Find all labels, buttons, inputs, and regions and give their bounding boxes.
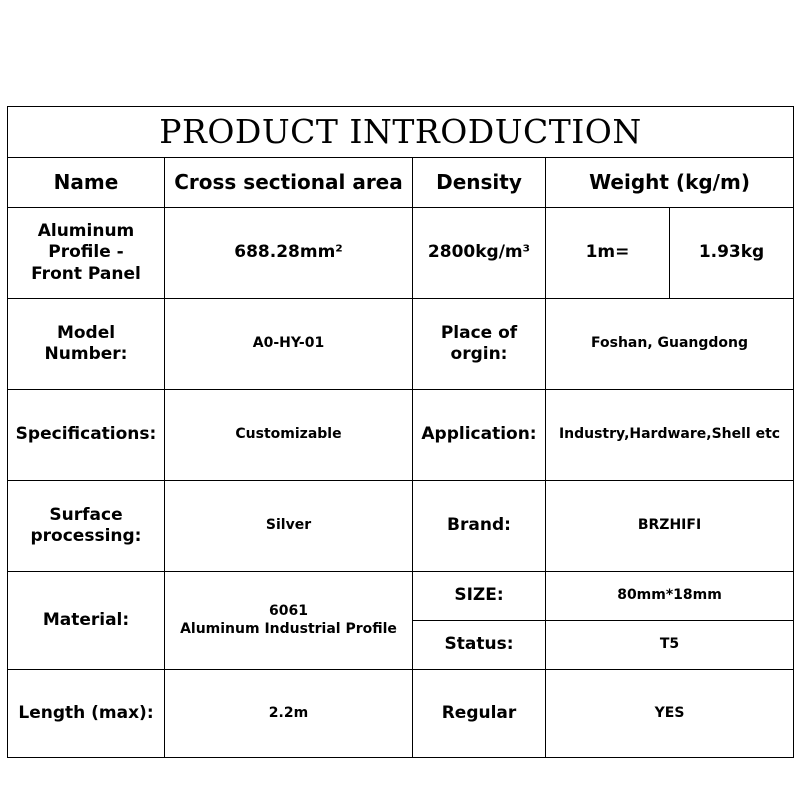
status-value: T5 [546,621,794,670]
brand-label: Brand: [413,481,546,572]
header-name: Name [8,158,165,208]
specifications-row [8,390,794,481]
surface-label: Surface processing: [8,481,165,572]
application-label: Application: [413,390,546,481]
application-value: Industry,Hardware,Shell etc [546,390,794,481]
product-spec-table [7,106,794,758]
length-value: 2.2m [165,670,413,758]
specifications-value: Customizable [165,390,413,481]
model-value: A0-HY-01 [165,299,413,390]
material-label: Material: [8,572,165,670]
product-row [8,208,794,299]
surface-row [8,481,794,572]
header-cross-section: Cross sectional area [165,158,413,208]
regular-value: YES [546,670,794,758]
size-label: SIZE: [413,572,546,621]
material-value: 6061 Aluminum Industrial Profile [165,572,413,670]
header-density: Density [413,158,546,208]
table-title: PRODUCT INTRODUCTION [8,107,794,158]
length-label: Length (max): [8,670,165,758]
brand-value: BRZHIFI [546,481,794,572]
model-label: Model Number: [8,299,165,390]
header-row [8,158,794,208]
material-row [8,572,794,621]
origin-value: Foshan, Guangdong [546,299,794,390]
product-name: Aluminum Profile - Front Panel [8,208,165,299]
size-value: 80mm*18mm [546,572,794,621]
specifications-label: Specifications: [8,390,165,481]
weight-unit: 1m= [546,208,670,299]
weight-value: 1.93kg [670,208,794,299]
length-row [8,670,794,758]
model-row [8,299,794,390]
regular-label: Regular [413,670,546,758]
status-label: Status: [413,621,546,670]
origin-label: Place of orgin: [413,299,546,390]
cross-section-value: 688.28mm² [165,208,413,299]
surface-value: Silver [165,481,413,572]
header-weight: Weight (kg/m) [546,158,794,208]
density-value: 2800kg/m³ [413,208,546,299]
